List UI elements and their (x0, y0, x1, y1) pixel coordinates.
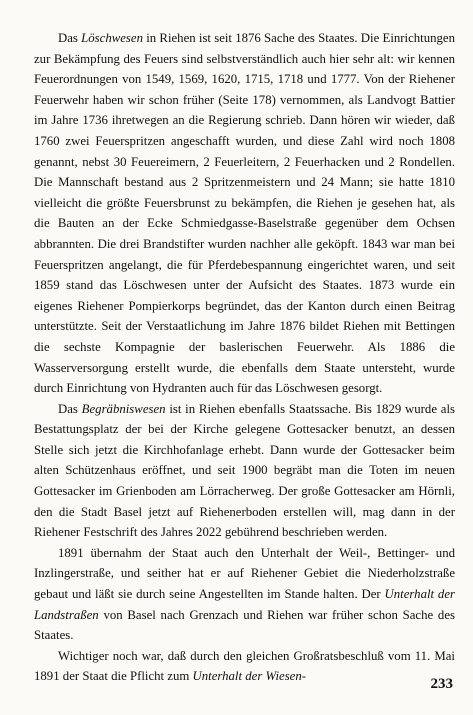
italic-term: Unterhalt der Wiesen- (192, 669, 307, 684)
text-run: Wichtiger noch war, daß durch den gleichen Großratsbeschluß vom 11. Mai 1891 der Staat die Pflicht zum (34, 648, 455, 684)
italic-term: Begräbniswesen (81, 401, 166, 416)
italic-term: Unterhalt der Landstraßen (34, 587, 455, 622)
paragraph (34, 646, 455, 687)
text-run: in Riehen ist seit 1876 Sache des Staates. Die Einrichtungen zur Bekämpfung des Feuers sind selbstverständlich auch hier sehr alt: wir kennen Feuerordnungen von 1549, 1569, 1620, 1715, 1718 und 1777. Von der Riehener Feuerwehr haben wir schon früher (Seite 178) vernommen, als Landvogt Battier im Jahre 1736 ihretwegen an die Regierung schrieb. Dann hören wir wieder, daß 1760 zwei Feuerspritzen angeschafft wurden, und diese Zahl wird noch 1808 genannt, nebst 30 Feuereimern, 2 Feuerleitern, 2 Feuerhacken und 2 Rondellen. Die Mannschaft bestand aus 2 Spritzenmeistern und 24 Mann; sie hatte 1810 vielleicht die größte Feuersbrunst zu bekämpfen, die Riehen je gesehen hat, als die Bauten an der Ecke Schmiedgasse-Baselstraße gegenüber dem Ochsen abbrannten. Die drei Brandstifter wurden nachher alle geköpft. 1843 war man bei Feuerspritzen angelangt, die für Pferdebespannung eingerichtet waren, und seit 1859 stand das Löschwesen unter der Aufsicht des Staates. 1873 wurde ein eigenes Riehener Pompierkorps begründet, das der Kanton durch einen Beitrag unterstützte. Seit der Verstaatlichung im Jahre 1876 bildet Riehen mit Bettingen die sechste Kompagnie der baslerischen Feuerwehr. Als 1886 die Wasserversorgung erstellt wurde, die ebenfalls dem Staate untersteht, wurde durch Einrichtung von Hydranten auch für das Löschwesen gesorgt. (34, 31, 455, 396)
italic-term: Löschwesen (81, 31, 143, 45)
text-run: Das (58, 401, 82, 416)
paragraph (34, 28, 455, 399)
text-run: 1891 übernahm der Staat auch den Unterhalt der Weil-, Bettinger- und Inzlingerstraße, und seither hat er auf Riehener Gebiet die Niederholzstraße gebaut und läßt sie durch seine Angestellten im Stande halten. Der (34, 545, 455, 602)
page-number: 233 (430, 676, 453, 692)
text-run: Das (58, 31, 82, 45)
paragraph (34, 399, 455, 543)
text-run: ist in Riehen ebenfalls Staatssache. Bis 1829 wurde als Bestattungsplatz der bei der Kirche gelegene Gottesacker benutzt, an dessen Stelle sich jetzt die Kirchhofanlage erhebt. Dann wurde der Gottesacker beim alten Schützenhaus eröffnet, und seit 1900 begräbt man die Toten im neuen Gottesacker im Grienboden am Lörracherweg. Der große Gottesacker am Hörnli, den die Stadt Basel jetzt auf Riehenerboden erstellen will, mag dann in der Riehener Festschrift des Jahres 2022 gebührend beschrieben werden. (34, 401, 455, 540)
paragraph (34, 543, 455, 646)
page-text (34, 28, 455, 687)
text-run: von Basel nach Grenzach und Riehen war früher schon Sache des Staates. (34, 607, 455, 643)
